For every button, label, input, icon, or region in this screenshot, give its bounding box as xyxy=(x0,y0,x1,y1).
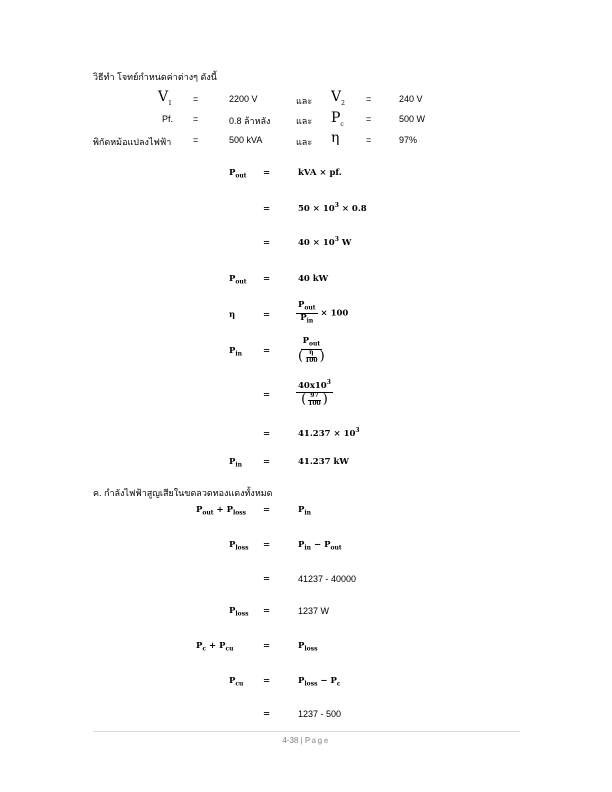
step1-lhs: $P_{out}$ xyxy=(229,168,247,180)
step5-rhs: $\frac{P_{out}}{P_{in}}$ × 100 xyxy=(298,300,349,325)
row6-equals: = xyxy=(263,676,271,686)
row2-rhs: $P_{in} - P_{out}$ xyxy=(298,540,342,552)
step9-rhs: 41.237 kW xyxy=(298,457,349,467)
solution-intro: วิธีทำ โจทย์กำหนดค่าต่างๆ ดังนี้ xyxy=(93,72,217,82)
row7-equals: = xyxy=(263,709,271,719)
step3-equals: = xyxy=(263,238,271,248)
row1-equals: = xyxy=(263,505,271,515)
row1-lhs: $P_{out} + P_{loss}$ xyxy=(196,505,247,517)
row6-lhs: $P_{cu}$ xyxy=(229,676,244,688)
and-label: และ xyxy=(296,116,313,126)
step2-equals: = xyxy=(263,204,271,214)
row3-rhs: 41237 - 40000 xyxy=(298,574,357,584)
rating-label: พิกัดหม้อแปลงไฟฟ้า xyxy=(93,137,172,147)
step4-lhs: $P_{out}$ xyxy=(229,274,247,286)
and-label: และ xyxy=(296,96,313,106)
v2-value: 240 V xyxy=(399,94,423,104)
efficiency-fraction: $\frac{P_{out}}{P_{in}}$ xyxy=(298,300,316,325)
row4-equals: = xyxy=(263,606,271,616)
pf-label: Pf. xyxy=(162,114,174,124)
efficiency-equals: = xyxy=(366,135,372,145)
step8-rhs: $41.237 \times 10^3$ xyxy=(298,427,360,439)
v1-equals: = xyxy=(193,94,199,104)
step3-rhs: $40 \times 10^3$ W xyxy=(298,236,352,248)
rating-equals: = xyxy=(193,135,199,145)
row1-rhs: $P_{in}$ xyxy=(298,505,312,517)
step7-rhs xyxy=(296,380,333,408)
step6-rhs xyxy=(296,337,327,365)
step4-equals: = xyxy=(263,274,271,284)
step4-rhs: 40 kW xyxy=(298,274,329,284)
pin-numeric-fraction: $40x10^3$ ( $\frac{97}{100}$ ) xyxy=(298,379,331,407)
page-word: Page xyxy=(304,736,330,745)
step5-equals: = xyxy=(263,310,271,320)
row3-equals: = xyxy=(263,574,271,584)
pc-value: 500 W xyxy=(399,114,426,124)
page-number: 4-38 xyxy=(282,736,299,745)
efficiency-value: 97% xyxy=(399,135,418,145)
row5-equals: = xyxy=(263,641,271,651)
rating-value: 500 kVA xyxy=(229,135,263,145)
step6-equals: = xyxy=(263,346,271,356)
step9-lhs: $P_{in}$ xyxy=(229,457,243,469)
step7-equals: = xyxy=(263,390,271,400)
section-title: ค. กำลังไฟฟ้าสูญเสียในขดลวดทองแดงทั้งหมด xyxy=(93,488,273,498)
footer-separator: | xyxy=(298,736,305,745)
row7-rhs: 1237 - 500 xyxy=(298,709,342,719)
row2-equals: = xyxy=(263,540,271,550)
step2-rhs: $50 \times 10^3 \times 0.8$ xyxy=(298,202,367,214)
pin-fraction: $P_{out}$ ( $\frac{\eta}{100}$ ) xyxy=(298,336,325,364)
v2-symbol: $V_2$ xyxy=(331,89,345,107)
pf-equals: = xyxy=(193,114,199,124)
pc-symbol: $P_c$ xyxy=(331,110,344,128)
row4-lhs: $P_{loss}$ xyxy=(229,606,249,618)
footer-divider xyxy=(93,731,520,732)
step9-equals: = xyxy=(263,457,271,467)
page-footer xyxy=(0,736,612,745)
step5-lhs: η xyxy=(229,310,236,320)
step6-lhs: $P_{in}$ xyxy=(229,346,243,358)
pf-value: 0.8 ล้าหลัง xyxy=(229,116,271,126)
step1-rhs: kVA × pf. xyxy=(298,168,342,178)
step1-equals: = xyxy=(263,168,271,178)
efficiency-symbol: η xyxy=(331,130,340,146)
v1-value: 2200 V xyxy=(229,94,258,104)
v1-symbol: $V_1$ xyxy=(158,89,172,107)
row5-rhs: $P_{loss}$ xyxy=(298,641,318,653)
pc-equals: = xyxy=(366,114,372,124)
row2-lhs: $P_{loss}$ xyxy=(229,540,249,552)
v2-equals: = xyxy=(366,94,372,104)
and-label: และ xyxy=(296,137,313,147)
step8-equals: = xyxy=(263,429,271,439)
row6-rhs: $P_{loss} - P_c$ xyxy=(298,676,341,688)
row4-rhs: 1237 W xyxy=(298,606,330,616)
row5-lhs: $P_c + P_{cu}$ xyxy=(196,641,234,653)
